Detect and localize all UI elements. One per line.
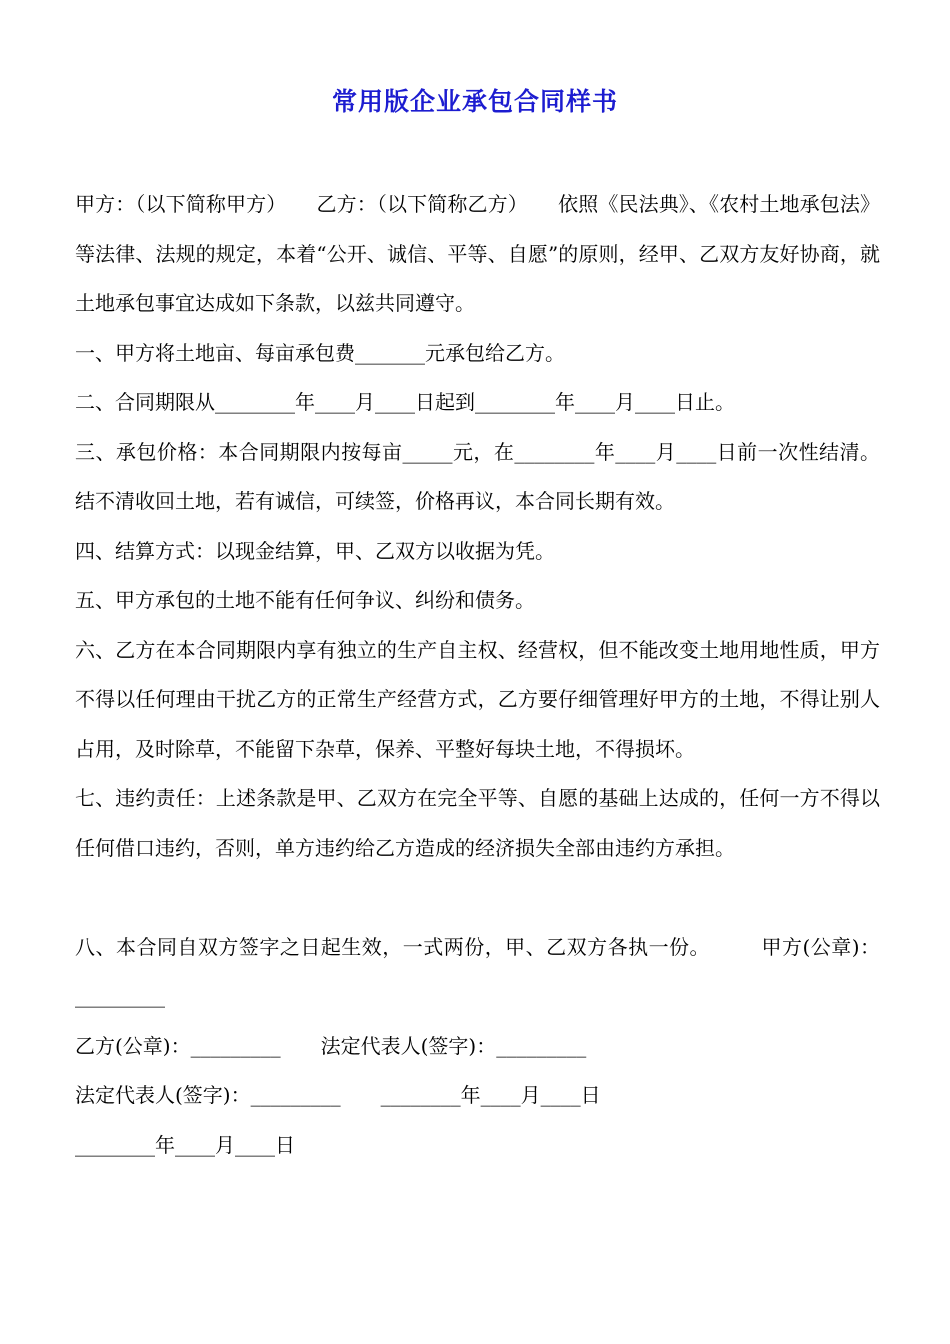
clause-6: 六、乙方在本合同期限内享有独立的生产自主权、经营权，但不能改变土地用地性质，甲方不得以任何理由干扰乙方的正常生产经营方式，乙方要仔细管理好甲方的土地，不得让别人占用，及时除草，不能留下杂草，保养、平整好每块土地，不得损坏。 bbox=[75, 637, 880, 761]
clause-2: 二、合同期限从________年____月____日起到________年____月____日止。 bbox=[75, 390, 735, 414]
clause-8: 八、本合同自双方签字之日起生效，一式两份，甲、乙双方各执一份。 甲方(公章)：_________ bbox=[75, 934, 880, 1008]
contract-body bbox=[75, 180, 880, 1170]
signature-line-party-b: 乙方(公章)：_________ 法定代表人(签字)：_________ bbox=[75, 1033, 587, 1058]
clause-4: 四、结算方式：以现金结算，甲、乙双方以收据为凭。 bbox=[75, 538, 555, 563]
blank-spacer bbox=[75, 873, 880, 923]
document-title: 常用版企业承包合同样书 bbox=[331, 87, 618, 116]
clause-1: 一、甲方将土地亩、每亩承包费_______元承包给乙方。 bbox=[75, 340, 565, 365]
signature-line-representative: 法定代表人(签字)：_________ ________年____月____日 bbox=[75, 1083, 601, 1107]
clause-5: 五、甲方承包的土地不能有任何争议、纠纷和债务。 bbox=[75, 588, 535, 612]
clause-3: 三、承包价格：本合同期限内按每亩_____元，在________年____月____日前一次性结清。结不清收回土地，若有诚信，可续签，价格再议，本合同长期有效。 bbox=[75, 439, 880, 513]
clause-7: 七、违约责任：上述条款是甲、乙双方在完全平等、自愿的基础上达成的，任何一方不得以任何借口违约，否则，单方违约给乙方造成的经济损失全部由违约方承担。 bbox=[75, 786, 880, 860]
intro-paragraph: 甲方：（以下简称甲方） 乙方：（以下简称乙方） 依照《民法典》、《农村土地承包法》等法律、法规的规定，本着“公开、诚信、平等、自愿”的原则，经甲、乙双方友好协商，就土地承包事宜达成如下条款，以兹共同遵守。 bbox=[75, 192, 880, 315]
signature-line-date: ________年____月____日 bbox=[75, 1132, 295, 1157]
